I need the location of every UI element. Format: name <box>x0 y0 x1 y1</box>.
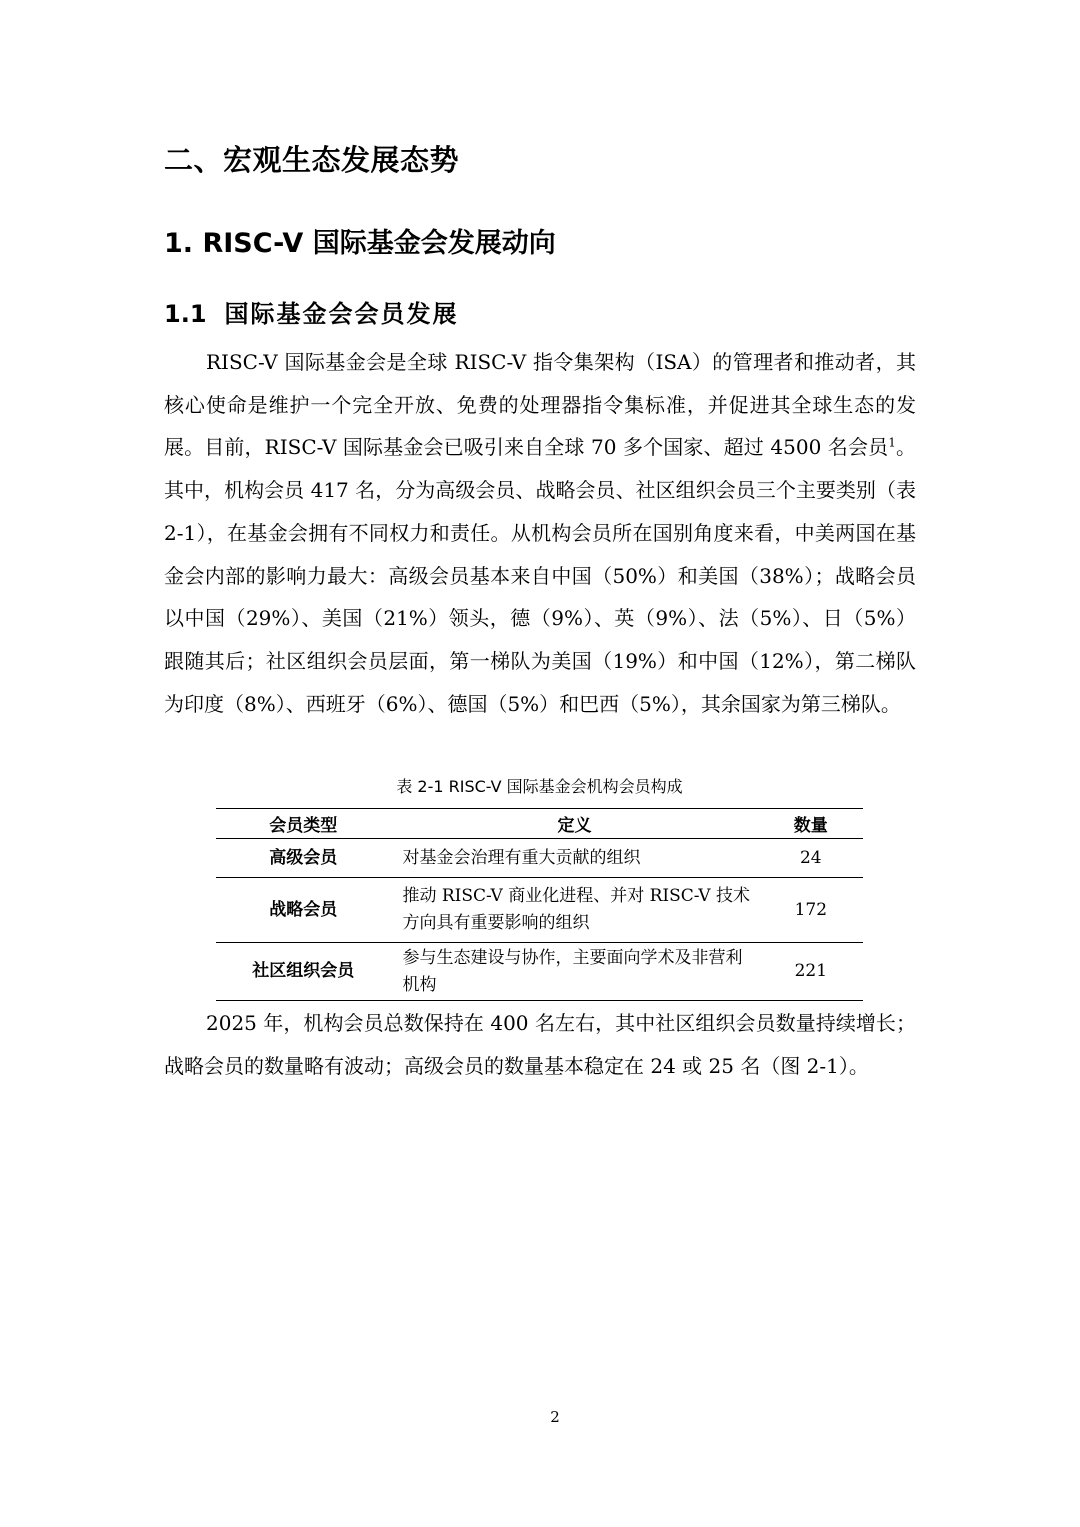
paragraph-1-text-b: 。其中，机构会员 417 名，分为高级会员、战略会员、社区组织会员三个主要类别（表 2-1），在基金会拥有不同权力和责任。从机构会员所在国别角度来看，中美两国在基金会内部的影响力最大：高级会员基本来自中国（50%）和美国（38%）；战略会员以中国（29%）、美国（21%）领头，德（9%）、英（9%）、法（5%）、日（5%）跟随其后；社区组织会员层面，第一梯队为美国（19%）和中国（12%），第二梯队为印度（8%）、西班牙（6%）、德国（5%）和巴西（5%），其余国家为第三梯队。 <box>164 435 917 716</box>
table-row <box>216 943 863 1001</box>
cell-definition: 对基金会治理有重大贡献的组织 <box>390 839 758 878</box>
member-table <box>216 808 863 1001</box>
paragraph-2-text: 2025 年，机构会员总数保持在 400 名左右，其中社区组织会员数量持续增长；战略会员的数量略有波动；高级会员的数量基本稳定在 24 或 25 名（图 2-1）。 <box>164 1011 916 1078</box>
paragraph-1-text-a: RISC-V 国际基金会是全球 RISC-V 指令集架构（ISA）的管理者和推动者，其核心使命是维护一个完全开放、免费的处理器指令集标准，并促进其全球生态的发展。目前，RISC-V 国际基金会已吸引来自全球 70 多个国家、超过 4500 名会员 <box>164 350 916 460</box>
footnote-marker: 1 <box>888 435 896 450</box>
body-paragraph-1 <box>164 341 916 725</box>
cell-definition: 参与生态建设与协作，主要面向学术及非营利机构 <box>390 943 758 1001</box>
cell-definition: 推动 RISC-V 商业化进程、并对 RISC-V 技术方向具有重要影响的组织 <box>390 878 758 943</box>
cell-count: 172 <box>759 878 863 943</box>
page-number: 2 <box>550 1408 560 1426</box>
subsection-heading: 1. RISC-V 国际基金会发展动向 <box>164 228 556 259</box>
header-type: 会员类型 <box>216 809 390 839</box>
subsubsection-heading <box>164 292 459 336</box>
section-heading: 二、宏观生态发展态势 <box>164 143 460 177</box>
body-paragraph-2 <box>164 1002 916 1087</box>
table-header-row <box>216 809 863 839</box>
table-caption: 表 2-1 RISC-V 国际基金会机构会员构成 <box>396 777 683 796</box>
header-definition: 定义 <box>390 809 758 839</box>
table-row <box>216 878 863 943</box>
cell-type: 战略会员 <box>216 878 390 943</box>
cell-type: 社区组织会员 <box>216 943 390 1001</box>
cell-type: 高级会员 <box>216 839 390 878</box>
cell-count: 24 <box>759 839 863 878</box>
cell-count: 221 <box>759 943 863 1001</box>
table-row <box>216 839 863 878</box>
header-count: 数量 <box>759 809 863 839</box>
subsubsection-title: 国际基金会会员发展 <box>224 300 459 328</box>
subsubsection-number: 1.1 <box>164 300 207 328</box>
